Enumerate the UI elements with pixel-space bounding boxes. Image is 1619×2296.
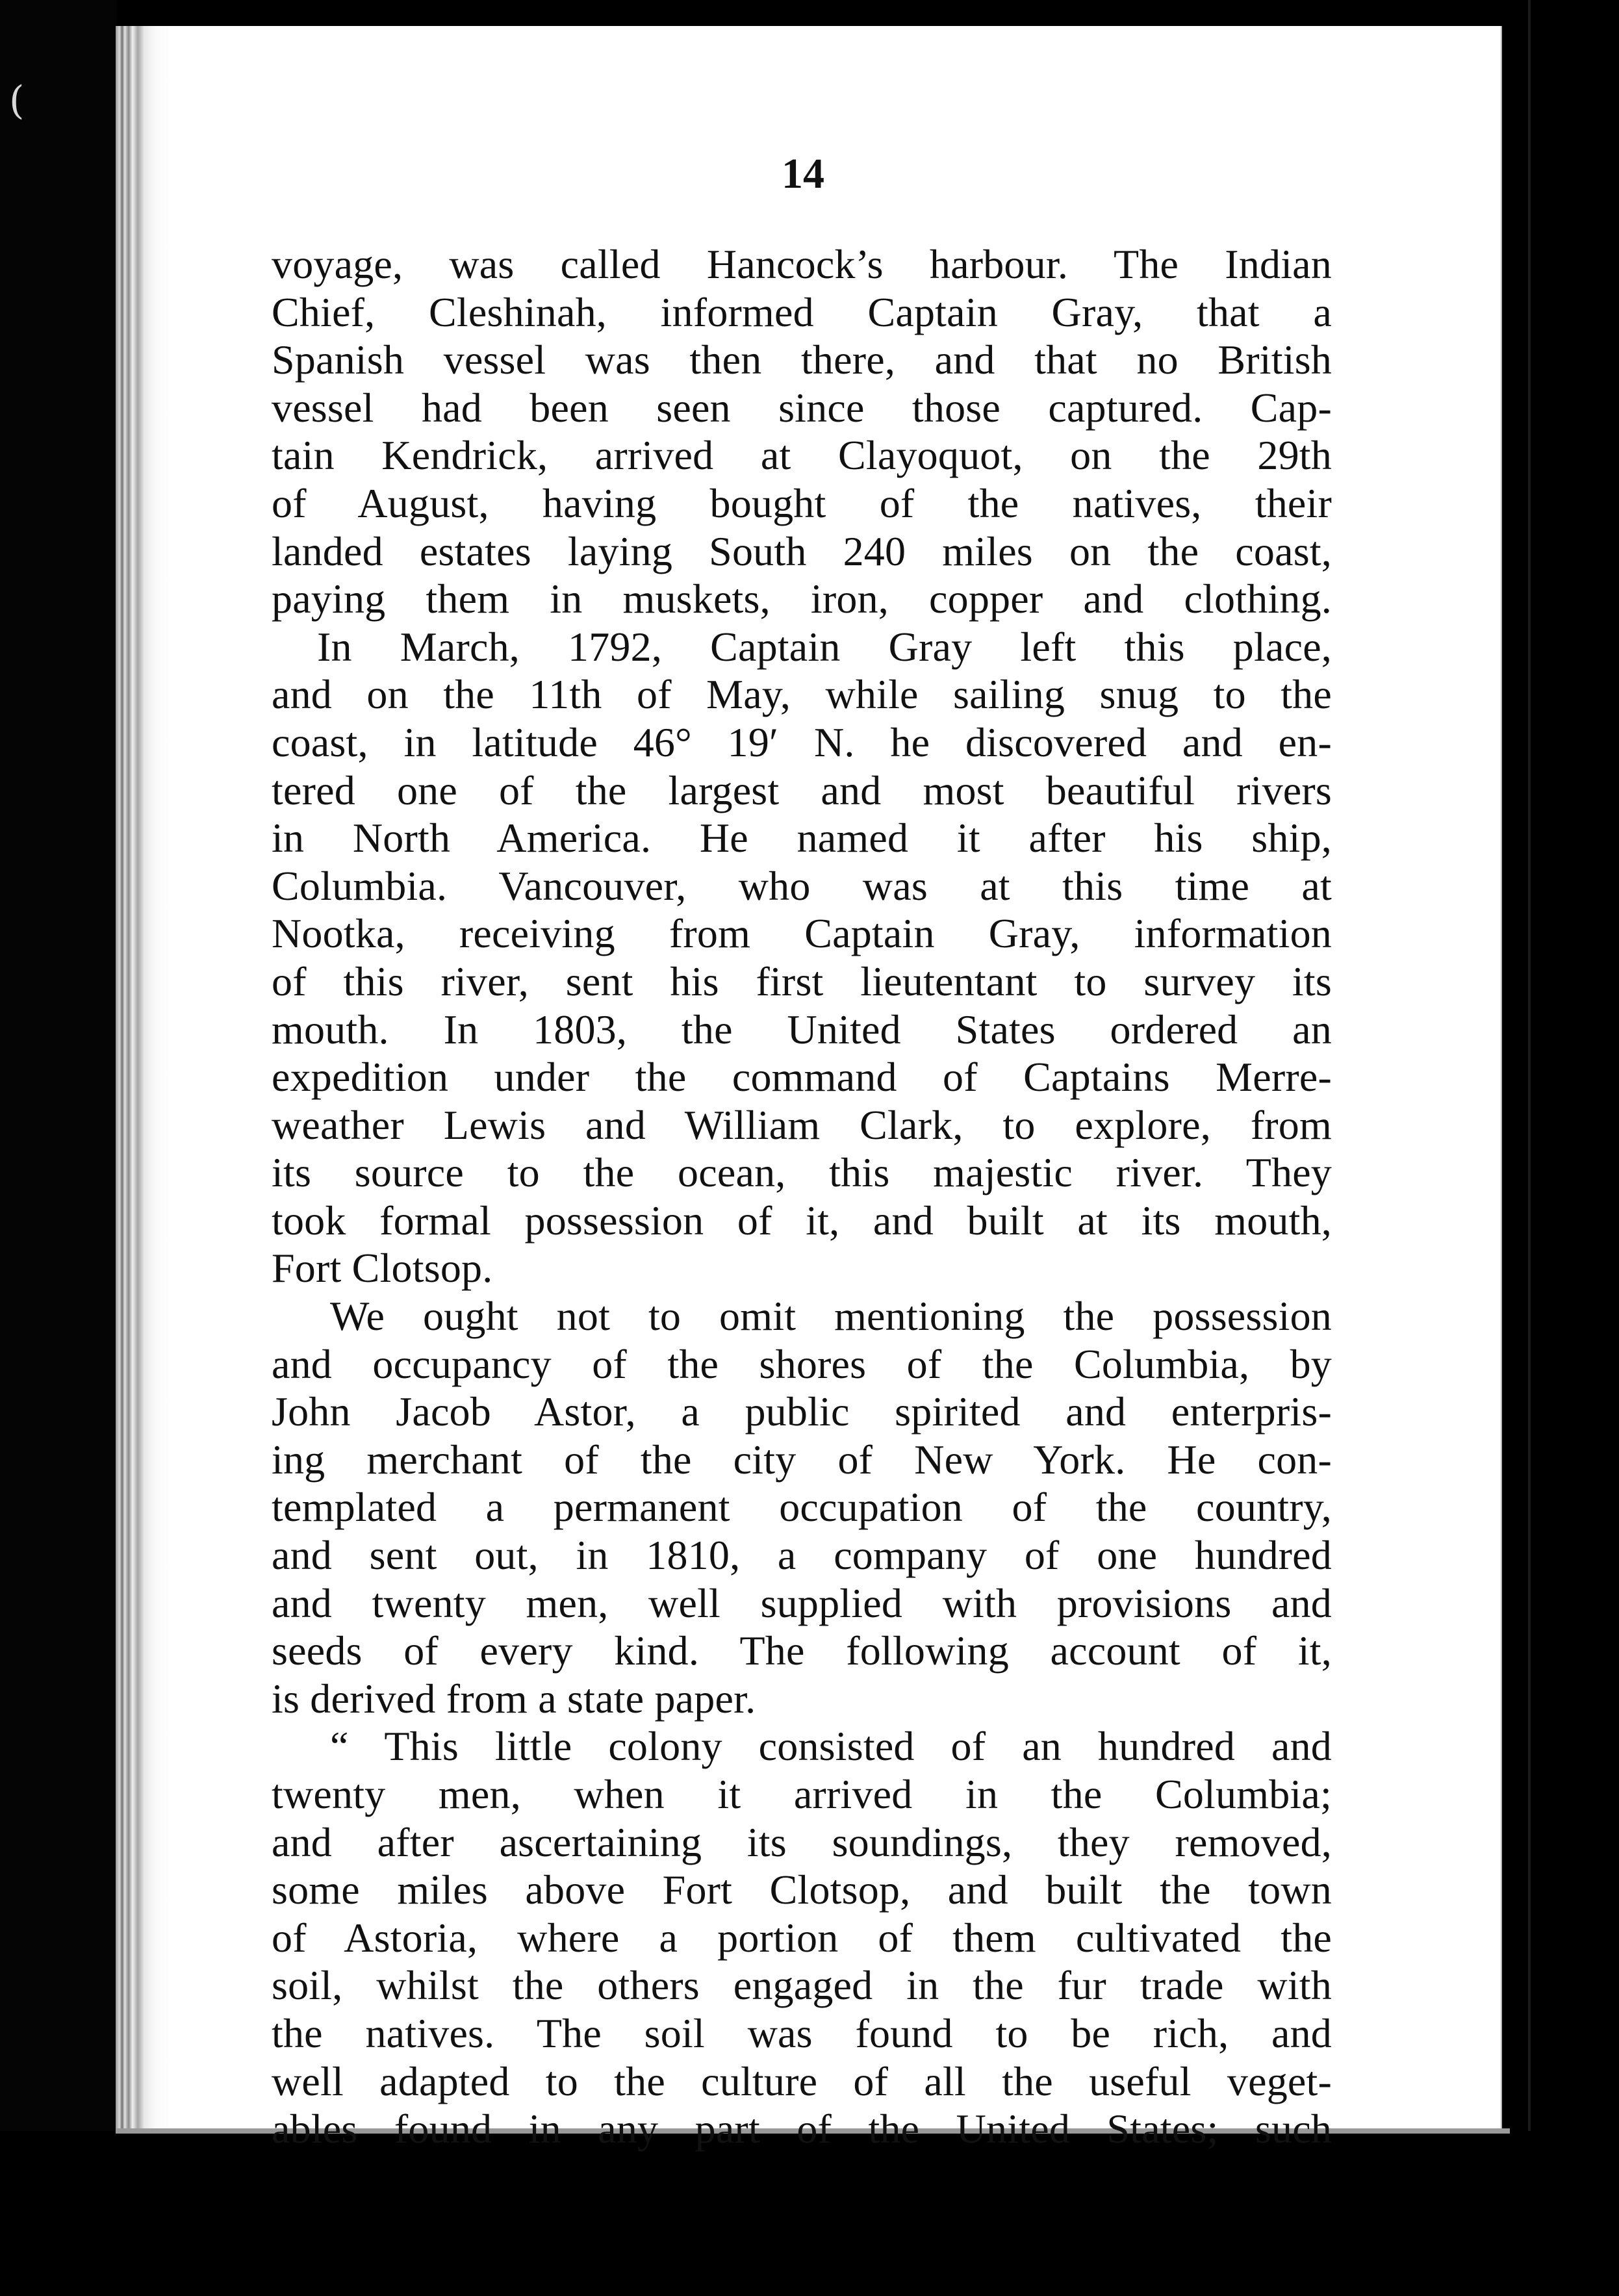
text-line: its source to the ocean, this majestic river. They	[272, 1149, 1332, 1196]
left-background	[0, 0, 117, 2296]
text-line: coast, in latitude 46° 19′ N. he discovered and en-	[272, 719, 1332, 765]
text-line: of this river, sent his first lieutentant to survey its	[272, 958, 1332, 1004]
page-number: 14	[782, 150, 824, 198]
text-line: well adapted to the culture of all the useful veget-	[272, 2058, 1332, 2104]
text-line: and occupancy of the shores of the Columbia, by	[272, 1340, 1332, 1387]
text-line: and sent out, in 1810, a company of one hundred	[272, 1532, 1332, 1579]
text-line: tain Kendrick, arrived at Clayoquot, on the 29th	[272, 432, 1332, 479]
text-line: expedition under the command of Captains Merre-	[272, 1054, 1332, 1101]
text-line: ables found in any part of the United States; such	[272, 2106, 1332, 2152]
right-background	[1502, 0, 1619, 2296]
text-line: and after ascertaining its soundings, they removed,	[272, 1818, 1332, 1865]
text-line: twenty men, when it arrived in the Columbia;	[272, 1771, 1332, 1817]
margin-mark: (	[9, 78, 25, 123]
text-line: landed estates laying South 240 miles on the coast,	[272, 528, 1332, 574]
text-line: ing merchant of the city of New York. He con-	[272, 1436, 1332, 1483]
text-line: paying them in muskets, iron, copper and clothing.	[272, 576, 1332, 622]
text-line: Chief, Cleshinah, informed Captain Gray, that a	[272, 288, 1332, 335]
text-line: seeds of every kind. The following account of it,	[272, 1627, 1332, 1674]
text-line: vessel had been seen since those captured. Cap-	[272, 384, 1332, 431]
bottom-background	[0, 2131, 1619, 2296]
text-line: is derived from a state paper.	[272, 1675, 756, 1722]
text-line: the natives. The soil was found to be rich, and	[272, 2009, 1332, 2056]
text-line: tered one of the largest and most beautiful rivers	[272, 767, 1332, 813]
text-line: some miles above Fort Clotsop, and built the town	[272, 1867, 1332, 1913]
book-binding-edge	[116, 26, 174, 2131]
text-line: in North America. He named it after his ship,	[272, 815, 1332, 861]
text-line: We ought not to omit mentioning the possession	[330, 1293, 1332, 1340]
text-line: Spanish vessel was then there, and that no British	[272, 337, 1332, 383]
text-line: Nootka, receiving from Captain Gray, information	[272, 910, 1332, 957]
text-line: Fort Clotsop.	[272, 1245, 493, 1292]
body-text	[272, 240, 1332, 2153]
text-line: weather Lewis and William Clark, to explore, from	[272, 1101, 1332, 1148]
text-line: In March, 1792, Captain Gray left this place,	[317, 623, 1332, 670]
text-line: of Astoria, where a portion of them cultivated the	[272, 1914, 1332, 1961]
text-line: and twenty men, well supplied with provisions and	[272, 1579, 1332, 1626]
text-line: “ This little colony consisted of an hundred and	[330, 1723, 1332, 1770]
text-line: Columbia. Vancouver, who was at this time at	[272, 862, 1332, 909]
text-line: soil, whilst the others engaged in the fur trade with	[272, 1962, 1332, 2009]
text-line: John Jacob Astor, a public spirited and enterpris-	[272, 1388, 1332, 1435]
text-line: templated a permanent occupation of the country,	[272, 1484, 1332, 1531]
text-line: and on the 11th of May, while sailing snug to the	[272, 671, 1332, 718]
text-line: took formal possession of it, and built at its mouth,	[272, 1197, 1332, 1244]
text-line: mouth. In 1803, the United States ordered an	[272, 1006, 1332, 1052]
text-line: voyage, was called Hancock’s harbour. The Indian	[272, 241, 1332, 287]
text-line: of August, having bought of the natives, their	[272, 479, 1332, 526]
